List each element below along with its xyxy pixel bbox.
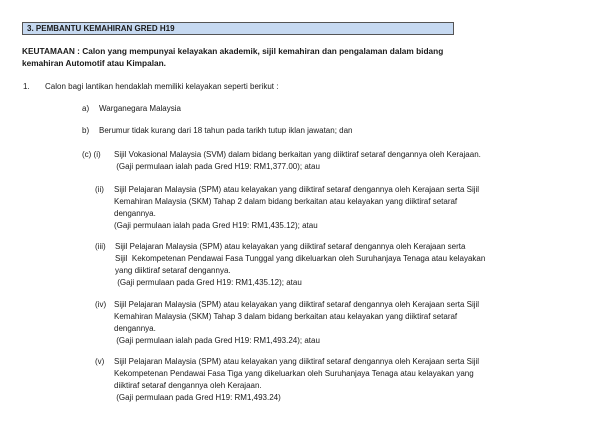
text-line: Kemahiran Malaysia (SKM) Tahap 3 dalam bidang berkaitan atau kelayakan yang diiktiraf setaraf	[114, 312, 458, 321]
sub-text-a: Warganegara Malaysia	[99, 104, 181, 113]
sub-label-a: a)	[82, 104, 90, 113]
item-text: Calon bagi lantikan hendaklah memiliki kelayakan seperti berikut :	[45, 82, 279, 91]
text-line: dengannya.	[114, 209, 156, 218]
sub-label-c-ii: (ii)	[95, 185, 104, 194]
salary-line: (Gaji permulaan pada Gred H19: RM1,435.12); atau	[115, 278, 302, 287]
text-line: Kekompetenan Pendawai Fasa Tiga yang dikeluarkan oleh Suruhanjaya Tenaga atau kelayakan yang	[114, 369, 474, 378]
qualification-c-iii	[115, 241, 485, 289]
qualification-c-ii	[114, 184, 479, 232]
keutamaan-paragraph	[22, 45, 443, 69]
text-line: Sijil Kekompetenan Pendawai Fasa Tunggal yang dikeluarkan oleh Suruhanjaya Tenaga atau kelayakan	[115, 254, 486, 263]
item-number: 1.	[23, 82, 30, 91]
salary-line: (Gaji permulaan ialah pada Gred H19: RM1,493.24); atau	[114, 336, 320, 345]
sub-label-c-iii: (iii)	[95, 242, 106, 251]
salary-line: (Gaji permulaan ialah pada Gred H19: RM1,377.00); atau	[114, 162, 320, 171]
text-line: Sijil Pelajaran Malaysia (SPM) atau kelayakan yang diiktiraf setaraf dengannya oleh Kerajaan serta Sijil	[114, 357, 480, 366]
text-line: diiktiraf setaraf dengannya oleh Kerajaan.	[114, 381, 262, 390]
qualification-c-v	[114, 356, 479, 404]
text-line: yang diiktiraf setaraf dengannya.	[115, 266, 231, 275]
sub-text-b: Berumur tidak kurang dari 18 tahun pada tarikh tutup iklan jawatan; dan	[99, 126, 353, 135]
salary-line: (Gaji permulaan pada Gred H19: RM1,493.24)	[114, 393, 281, 402]
text-line: Sijil Pelajaran Malaysia (SPM) atau kelayakan yang diiktiraf setaraf dengannya oleh Kerajaan serta	[115, 242, 466, 251]
sub-label-c-v: (v)	[95, 357, 105, 366]
keutamaan-line: kemahiran Automotif atau Kimpalan.	[22, 58, 166, 68]
salary-line: (Gaji permulaan ialah pada Gred H19: RM1,435.12); atau	[114, 221, 318, 230]
qualification-c-iv	[114, 299, 479, 347]
text-line: Kemahiran Malaysia (SKM) Tahap 2 dalam bidang berkaitan atau kelayakan yang diiktiraf setaraf	[114, 197, 458, 206]
sub-label-c-i: (c) (i)	[82, 150, 101, 159]
qualification-c-i	[114, 149, 481, 173]
sub-label-b: b)	[82, 126, 90, 135]
text-line: Sijil Vokasional Malaysia (SVM) dalam bidang berkaitan yang diiktiraf setaraf dengannya oleh Kerajaan.	[114, 150, 481, 159]
sub-label-c-iv: (iv)	[95, 300, 107, 309]
section-header: 3. PEMBANTU KEMAHIRAN GRED H19	[22, 22, 454, 35]
text-line: Sijil Pelajaran Malaysia (SPM) atau kelayakan yang diiktiraf setaraf dengannya oleh Kerajaan serta Sijil	[114, 185, 480, 194]
text-line: Sijil Pelajaran Malaysia (SPM) atau kelayakan yang diiktiraf setaraf dengannya oleh Kerajaan serta Sijil	[114, 300, 480, 309]
text-line: dengannya.	[114, 324, 156, 333]
keutamaan-line: KEUTAMAAN : Calon yang mempunyai kelayakan akademik, sijil kemahiran dan pengalaman dalam bidang	[22, 46, 444, 56]
